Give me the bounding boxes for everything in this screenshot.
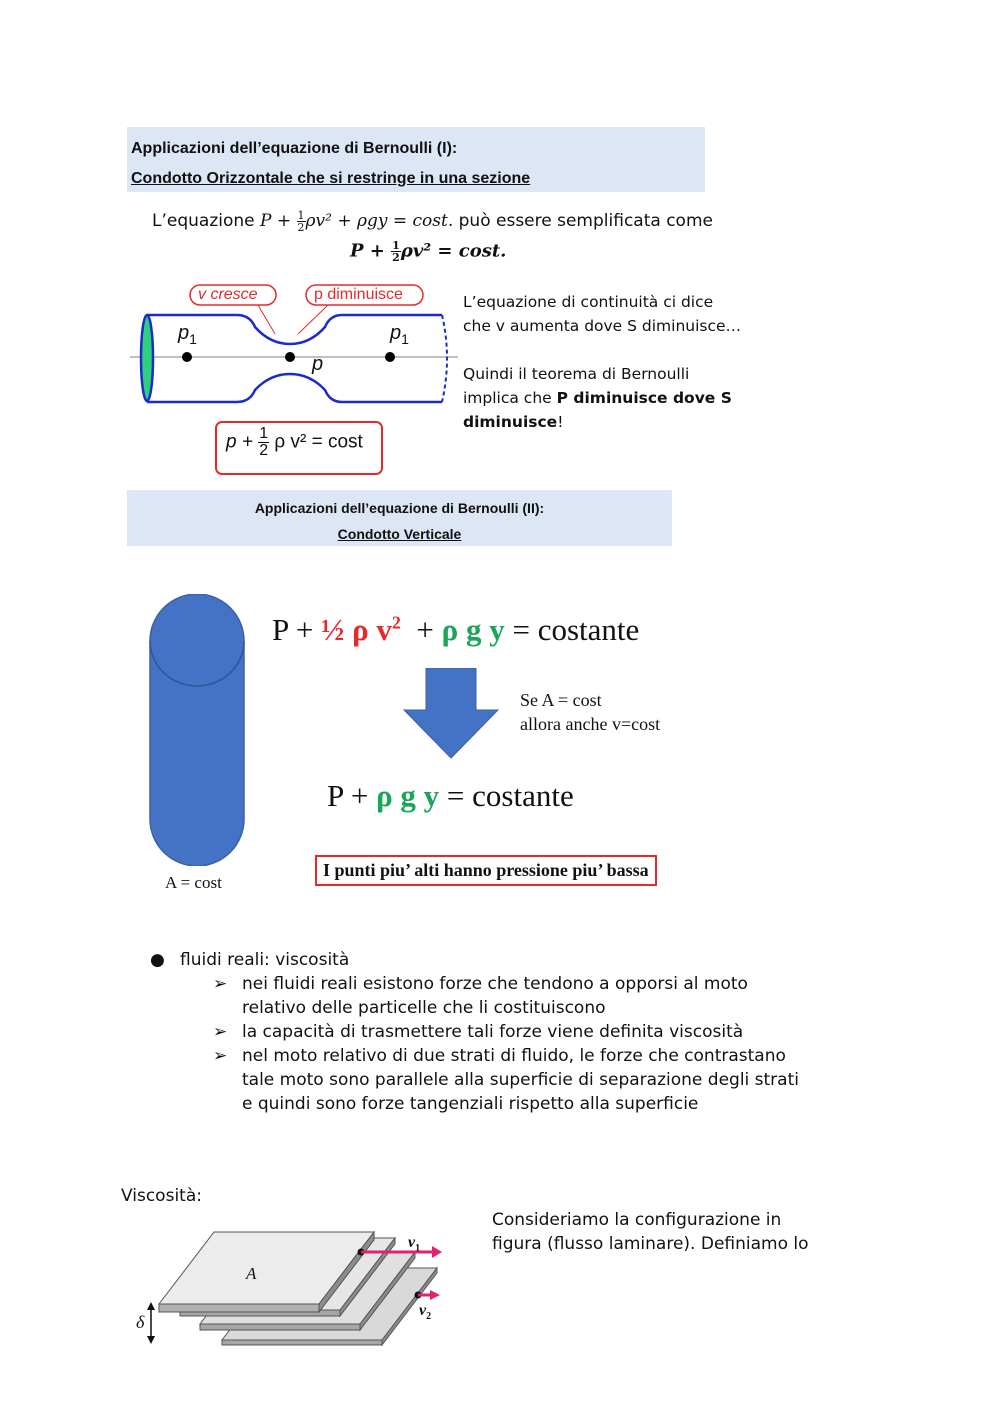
- fig-label-v2-v: v: [419, 1302, 427, 1319]
- eq-intro-prefix: L’equazione: [152, 211, 255, 231]
- arrowhead-icon: ➢: [213, 1046, 228, 1066]
- eq-intro-suffix: può essere semplificata come: [458, 211, 713, 231]
- eq1-kinetic-term: ½ ρ v: [321, 612, 392, 647]
- box-formula: [226, 426, 363, 459]
- note-line2: allora anche v=cost: [520, 714, 661, 734]
- equation-simplified: [327, 778, 574, 814]
- label-p1-left: $p_1$: [178, 322, 197, 347]
- section1-equation-simplified: P + $\frac{1}{2}$ ρv² = cost.: [350, 239, 507, 264]
- list-item: [213, 1044, 893, 1116]
- box-fraction: [258, 426, 269, 459]
- section1-banner: [127, 127, 705, 192]
- frac-den: 2: [259, 442, 269, 459]
- eq1-square: 2: [391, 612, 401, 633]
- box-formula-lhs: p +: [226, 431, 253, 453]
- arrowhead-icon: ➢: [213, 974, 228, 994]
- fig-label-delta: δ: [136, 1312, 145, 1332]
- condition-note: [520, 688, 660, 736]
- fig-label-A: A: [246, 1264, 257, 1283]
- list-item-line: nel moto relativo di due strati di fluido, le forze che contrastano: [242, 1046, 786, 1066]
- fig-label-v1: [408, 1234, 420, 1254]
- list-item-line: relativo delle particelle che li costituiscono: [242, 998, 606, 1018]
- bullet-dot: ●: [150, 950, 165, 970]
- fraction: $\frac{1}{2}$: [297, 209, 305, 234]
- sublist: [213, 972, 893, 1116]
- fig-label-v1-v: v: [408, 1234, 416, 1251]
- cylinder-label: A = cost: [165, 873, 222, 892]
- section2-subtitle: Condotto Verticale: [337, 526, 462, 542]
- eq1-end: = costante: [504, 612, 640, 647]
- section2-banner: [127, 490, 672, 546]
- side-text-2b-bold: P diminuisce dove S: [556, 389, 732, 407]
- section1-equation-intro: [152, 210, 713, 233]
- viscosity-text: [492, 1208, 892, 1256]
- side-text: [463, 290, 763, 434]
- list-item: [213, 972, 893, 1020]
- eq-full-math: P + $\frac{1}{2}$ ρv² + ρgy = cost.: [260, 209, 454, 234]
- side-text-1a: L’equazione di continuità ci dice: [463, 293, 714, 311]
- eq1-p: P +: [272, 612, 322, 647]
- bullet-title-row: [150, 948, 349, 972]
- eq2-p: P +: [327, 778, 377, 813]
- list-item-line: e quindi sono forze tangenziali rispetto alla superficie: [242, 1094, 699, 1114]
- label-p-center: p: [312, 353, 324, 375]
- side-text-2c: [463, 410, 763, 434]
- side-text-1b: che v aumenta dove S diminuisce…: [463, 317, 742, 335]
- viscosity-heading: Viscosità:: [121, 1186, 202, 1206]
- label-p-diminuisce: p diminuisce: [314, 286, 403, 303]
- fig-label-v2-sub: 2: [426, 1311, 432, 1323]
- down-arrow-icon: [402, 668, 500, 760]
- equation-full: [272, 612, 639, 648]
- box-formula-rhs: ρ v² = cost: [274, 431, 363, 453]
- label-p1-right: $p_1$: [390, 322, 409, 347]
- side-text-2b: [463, 386, 763, 410]
- note-line1: Se A = cost: [520, 690, 602, 710]
- list-item-line: nei fluidi reali esistono forze che tendono a opporsi al moto: [242, 974, 748, 994]
- eq2-end: = costante: [439, 778, 574, 813]
- fig-label-v1-sub: 1: [415, 1243, 421, 1255]
- fig-label-v2: [419, 1302, 431, 1322]
- laminar-flow-figure: [132, 1230, 452, 1352]
- section2-title: Applicazioni dell’equazione di Bernoulli (II):: [254, 500, 545, 516]
- cylinder-diagram: [148, 594, 246, 866]
- side-text-2a: Quindi il teorema di Bernoulli: [463, 365, 690, 383]
- boxed-statement: I punti piu’ alti hanno pressione piu’ bassa: [315, 855, 657, 886]
- side-text-2c-bold: diminuisce: [463, 413, 558, 431]
- list-item-line: la capacità di trasmettere tali forze viene definita viscosità: [242, 1022, 744, 1042]
- list-item-line: tale moto sono parallele alla superficie di separazione degli strati: [242, 1070, 799, 1090]
- viscosity-text-line1: Consideriamo la configurazione in: [492, 1210, 782, 1230]
- side-text-2c-post: !: [557, 413, 564, 431]
- frac-num: 1: [259, 425, 269, 442]
- viscosity-text-line2: figura (flusso laminare). Definiamo lo: [492, 1234, 809, 1254]
- section1-subtitle: Condotto Orizzontale che si restringe in una sezione: [131, 170, 531, 187]
- eq1-potential-term: ρ g y: [441, 612, 505, 647]
- list-item: [213, 1020, 893, 1044]
- side-text-2b-pre: implica che: [463, 389, 557, 407]
- bullet-title: fluidi reali: viscosità: [180, 950, 350, 970]
- arrowhead-icon: ➢: [213, 1022, 228, 1042]
- eq2-potential-term: ρ g y: [376, 778, 440, 813]
- section1-title: Applicazioni dell’equazione di Bernoulli (I):: [131, 140, 458, 157]
- eq1-plus: +: [400, 612, 442, 647]
- label-v-cresce: v cresce: [198, 286, 258, 303]
